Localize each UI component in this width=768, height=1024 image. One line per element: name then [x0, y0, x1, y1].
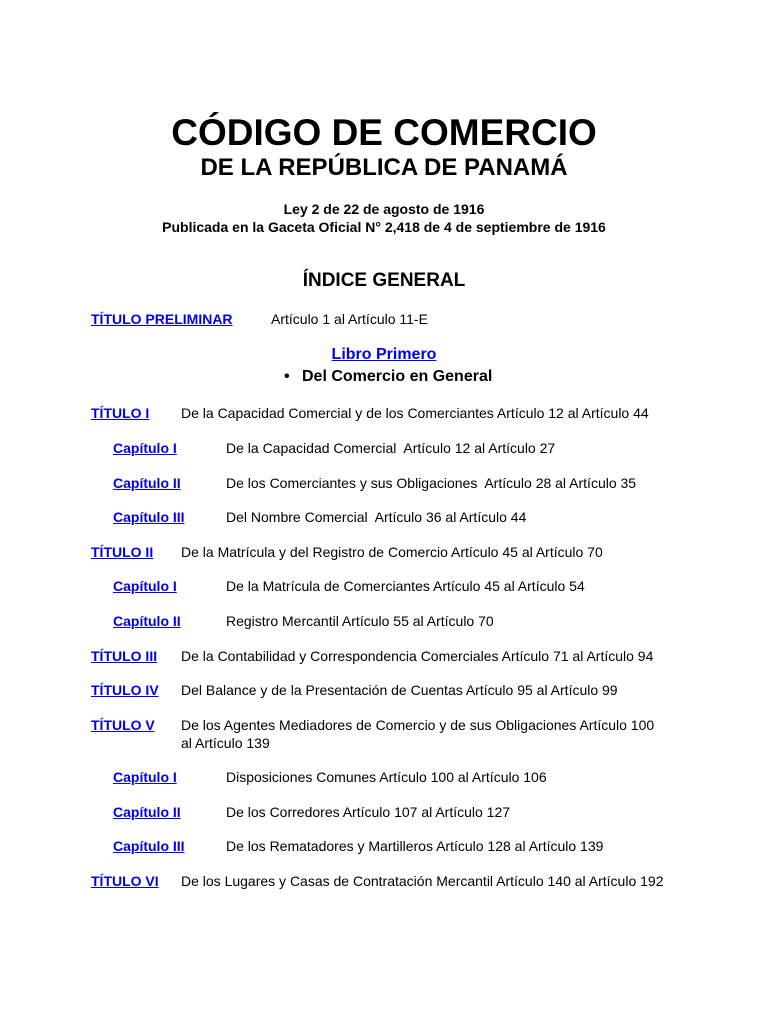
capitulo-link[interactable]: Capítulo I: [113, 769, 177, 785]
libro-primero-link[interactable]: Libro Primero: [331, 346, 437, 363]
entry-desc-continued: al Artículo 139: [181, 735, 270, 751]
entry-desc: De la Matrícula de Comerciantes Artículo 45 al Artículo 54: [226, 578, 585, 594]
titulo-link[interactable]: TÍTULO IV: [91, 682, 159, 698]
entry-desc: De los Comerciantes y sus Obligaciones Artículo 28 al Artículo 35: [226, 475, 637, 491]
law-reference: Ley 2 de 22 de agosto de 1916: [283, 201, 485, 217]
entry-desc: De los Agentes Mediadores de Comercio y de sus Obligaciones Artículo 100: [181, 717, 655, 733]
titulo-link[interactable]: TÍTULO III: [91, 648, 158, 664]
entry-desc: De los Lugares y Casas de Contratación Mercantil Artículo 140 al Artículo 192: [181, 873, 664, 889]
capitulo-link[interactable]: Capítulo II: [113, 475, 181, 491]
entry-desc: De la Capacidad Comercial Artículo 12 al Artículo 27: [226, 440, 556, 456]
titulo-link[interactable]: TÍTULO VI: [91, 873, 159, 889]
entry-desc: De los Corredores Artículo 107 al Artículo 127: [226, 804, 511, 820]
bullet-icon: •: [284, 368, 290, 385]
capitulo-link[interactable]: Capítulo III: [113, 838, 185, 854]
titulo-link[interactable]: TÍTULO I: [91, 405, 150, 421]
entry-desc: De la Contabilidad y Correspondencia Comerciales Artículo 71 al Artículo 94: [181, 648, 654, 664]
book-heading: [0, 345, 768, 365]
gazette-reference: Publicada en la Gaceta Oficial N° 2,418 de 4 de septiembre de 1916: [162, 219, 606, 235]
book-subtitle-text: Del Comercio en General: [302, 368, 493, 385]
entry-desc: Registro Mercantil Artículo 55 al Artículo 70: [226, 613, 494, 629]
titulo-preliminar-desc: Artículo 1 al Artículo 11-E: [271, 311, 428, 327]
index-title: ÍNDICE GENERAL: [302, 270, 466, 291]
titulo-link[interactable]: TÍTULO II: [91, 544, 154, 560]
capitulo-link[interactable]: Capítulo II: [113, 613, 181, 629]
capitulo-link[interactable]: Capítulo I: [113, 440, 177, 456]
entry-desc: De la Matrícula y del Registro de Comercio Artículo 45 al Artículo 70: [181, 544, 603, 560]
page-title: CÓDIGO DE COMERCIO: [171, 112, 597, 153]
entry-desc: De los Rematadores y Martilleros Artículo 128 al Artículo 139: [226, 838, 604, 854]
titulo-link[interactable]: TÍTULO V: [91, 717, 155, 733]
capitulo-link[interactable]: Capítulo I: [113, 578, 177, 594]
entry-desc: Disposiciones Comunes Artículo 100 al Artículo 106: [226, 769, 547, 785]
titulo-preliminar-link[interactable]: TÍTULO PRELIMINAR: [91, 311, 233, 327]
entry-desc: Del Nombre Comercial Artículo 36 al Artículo 44: [226, 509, 527, 525]
page-subtitle: DE LA REPÚBLICA DE PANAMÁ: [200, 154, 568, 181]
entry-desc: De la Capacidad Comercial y de los Comerciantes Artículo 12 al Artículo 44: [181, 405, 649, 421]
book-subtitle: [284, 367, 492, 387]
entry-desc: Del Balance y de la Presentación de Cuentas Artículo 95 al Artículo 99: [181, 682, 618, 698]
capitulo-link[interactable]: Capítulo II: [113, 804, 181, 820]
capitulo-link[interactable]: Capítulo III: [113, 509, 185, 525]
